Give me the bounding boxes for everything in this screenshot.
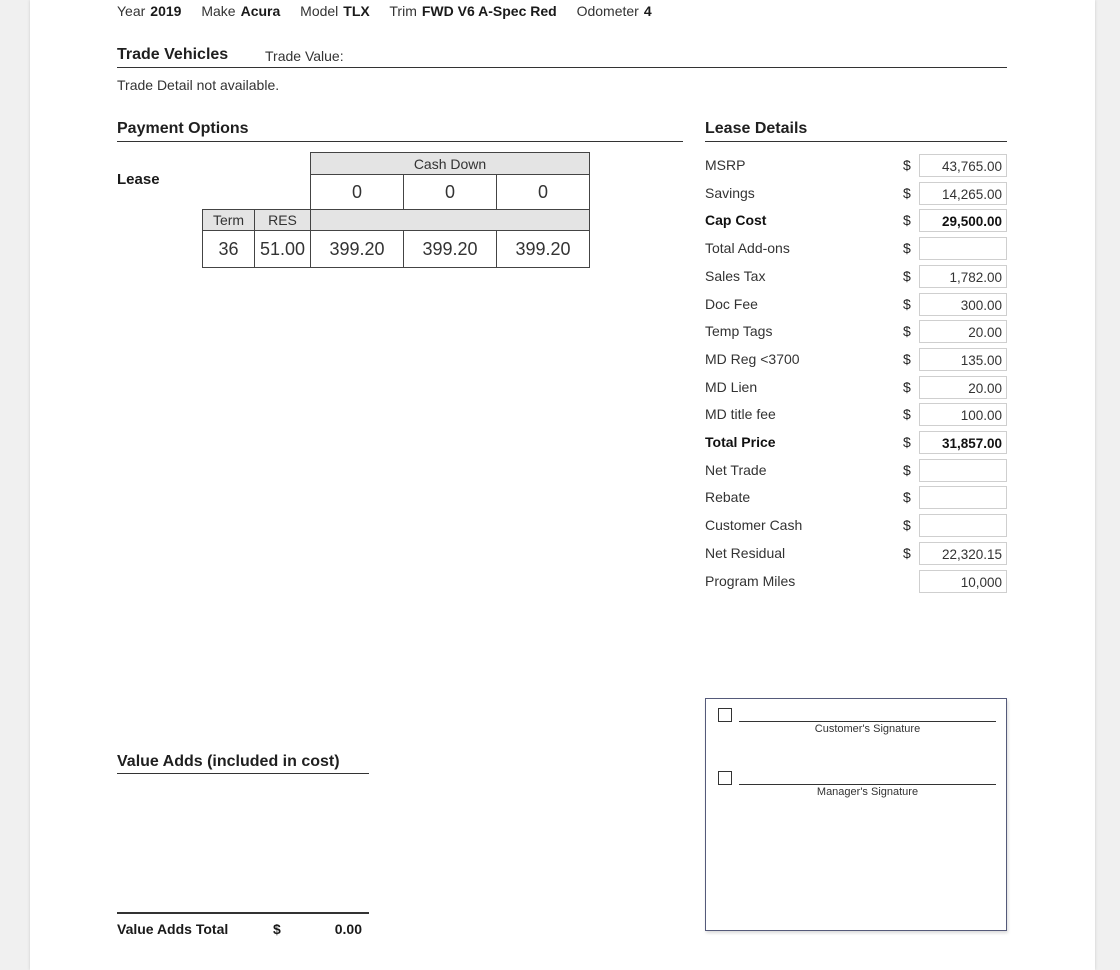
customer-signature-caption: Customer's Signature: [814, 723, 921, 735]
lease-detail-value-field[interactable]: 20.00: [919, 320, 1007, 343]
lease-detail-value-field[interactable]: 1,782.00: [919, 265, 1007, 288]
lease-detail-value-field[interactable]: 29,500.00: [919, 209, 1007, 232]
lease-detail-value-field[interactable]: 43,765.00: [919, 154, 1007, 177]
lease-detail-dollar: $: [903, 406, 911, 423]
lease-detail-label: Customer Cash: [705, 517, 803, 534]
lease-detail-value-field[interactable]: [919, 237, 1007, 260]
signature-box: [705, 698, 1007, 931]
lease-detail-label: Cap Cost: [705, 212, 767, 229]
document-page: [30, 0, 1095, 970]
lease-detail-value-field[interactable]: 10,000: [919, 570, 1007, 593]
make-value: Acura: [240, 3, 281, 19]
lease-detail-row: [705, 486, 1007, 508]
odometer-value: 4: [643, 3, 652, 19]
lease-detail-dollar: $: [903, 157, 911, 173]
lease-detail-value-field[interactable]: 22,320.15: [919, 542, 1007, 565]
cash-down-cell: 0: [496, 174, 590, 210]
term-cell: 36: [202, 230, 255, 268]
trade-value-label: Trade Value:: [265, 48, 344, 64]
lease-details-title: Lease Details: [705, 120, 808, 137]
lease-detail-value-field[interactable]: 14,265.00: [919, 182, 1007, 205]
lease-detail-dollar: $: [903, 544, 911, 561]
lease-detail-dollar: $: [903, 517, 911, 534]
odometer-label: Odometer: [576, 3, 639, 19]
lease-detail-row: [705, 154, 1007, 176]
value-adds-divider: [117, 773, 369, 774]
lease-details-divider: [705, 141, 1007, 142]
year-label: Year: [117, 3, 146, 19]
customer-signature-checkbox[interactable]: [718, 708, 732, 722]
vehicle-info-line: [117, 3, 668, 19]
trade-detail-text: Trade Detail not available.: [117, 77, 280, 93]
lease-detail-row: [705, 459, 1007, 481]
lease-detail-label: Doc Fee: [705, 295, 758, 312]
lease-detail-label: Net Trade: [705, 461, 767, 478]
lease-detail-label: MD Lien: [705, 378, 758, 395]
lease-detail-row: [705, 320, 1007, 342]
lease-detail-label: Total Price: [705, 434, 776, 450]
lease-detail-dollar: $: [903, 489, 911, 506]
lease-detail-dollar: $: [903, 267, 911, 284]
lease-detail-row: [705, 514, 1007, 536]
term-header: Term: [202, 209, 255, 231]
lease-detail-label: Temp Tags: [705, 323, 773, 340]
lease-detail-value-field[interactable]: 300.00: [919, 293, 1007, 316]
model-value: TLX: [343, 3, 370, 19]
lease-detail-row: [705, 376, 1007, 398]
customer-signature-line[interactable]: [739, 721, 996, 722]
lease-detail-dollar: $: [903, 350, 911, 367]
lease-detail-row: [705, 431, 1007, 453]
payment-cell: 399.20: [496, 230, 590, 268]
model-label: Model: [300, 3, 339, 19]
value-adds-title: Value Adds (included in cost): [117, 753, 340, 770]
lease-detail-dollar: $: [903, 184, 911, 201]
lease-detail-value-field[interactable]: 100.00: [919, 403, 1007, 426]
lease-detail-label: Savings: [705, 184, 755, 201]
lease-label: Lease: [117, 171, 160, 188]
lease-detail-label: Net Residual: [705, 544, 786, 561]
lease-detail-label: MD Reg <3700: [705, 350, 800, 367]
payment-options-divider: [117, 141, 683, 142]
lease-detail-row: [705, 265, 1007, 287]
value-adds-total-label: Value Adds Total: [117, 921, 229, 937]
manager-signature-checkbox[interactable]: [718, 771, 732, 785]
value-adds-dollar: $: [273, 921, 281, 937]
res-cell: 51.00: [254, 230, 311, 268]
payment-header-blank: [310, 209, 590, 231]
value-adds-total-divider: [117, 912, 369, 914]
lease-detail-value-field[interactable]: [919, 514, 1007, 537]
lease-detail-dollar: $: [903, 240, 911, 257]
res-header: RES: [254, 209, 311, 231]
lease-detail-dollar: $: [903, 461, 911, 478]
lease-detail-row: [705, 293, 1007, 315]
trim-value: FWD V6 A-Spec Red: [421, 3, 557, 19]
lease-detail-value-field[interactable]: 31,857.00: [919, 431, 1007, 454]
year-value: 2019: [150, 3, 182, 19]
lease-detail-label: MSRP: [705, 157, 746, 173]
lease-detail-label: Sales Tax: [705, 267, 766, 284]
lease-detail-dollar: $: [903, 434, 911, 450]
lease-detail-dollar: $: [903, 323, 911, 340]
lease-detail-dollar: $: [903, 212, 911, 229]
lease-detail-row: [705, 403, 1007, 425]
lease-detail-label: Rebate: [705, 489, 751, 506]
lease-detail-row: [705, 182, 1007, 204]
value-adds-total-value: 0.00: [334, 921, 362, 937]
lease-detail-row: [705, 542, 1007, 564]
manager-signature-caption: Manager's Signature: [816, 786, 919, 798]
lease-detail-row: [705, 348, 1007, 370]
lease-detail-value-field[interactable]: 20.00: [919, 376, 1007, 399]
cash-down-cell: 0: [403, 174, 497, 210]
payment-options-title: Payment Options: [117, 120, 249, 137]
lease-detail-dollar: $: [903, 378, 911, 395]
lease-detail-row: [705, 209, 1007, 231]
payment-cell: 399.20: [403, 230, 497, 268]
lease-detail-value-field[interactable]: [919, 459, 1007, 482]
cash-down-cell: 0: [310, 174, 404, 210]
make-label: Make: [201, 3, 236, 19]
lease-detail-label: Program Miles: [705, 572, 796, 589]
payment-cell: 399.20: [310, 230, 404, 268]
lease-detail-value-field[interactable]: [919, 486, 1007, 509]
lease-detail-row: [705, 237, 1007, 259]
lease-detail-label: MD title fee: [705, 406, 776, 423]
lease-detail-dollar: $: [903, 295, 911, 312]
lease-detail-label: Total Add-ons: [705, 240, 790, 257]
lease-detail-value-field[interactable]: 135.00: [919, 348, 1007, 371]
trade-divider: [117, 67, 1007, 68]
cash-down-header: Cash Down: [310, 152, 590, 175]
lease-detail-row: [705, 570, 1007, 592]
manager-signature-line[interactable]: [739, 784, 996, 785]
trim-label: Trim: [389, 3, 417, 19]
trade-vehicles-title: Trade Vehicles: [117, 46, 229, 63]
